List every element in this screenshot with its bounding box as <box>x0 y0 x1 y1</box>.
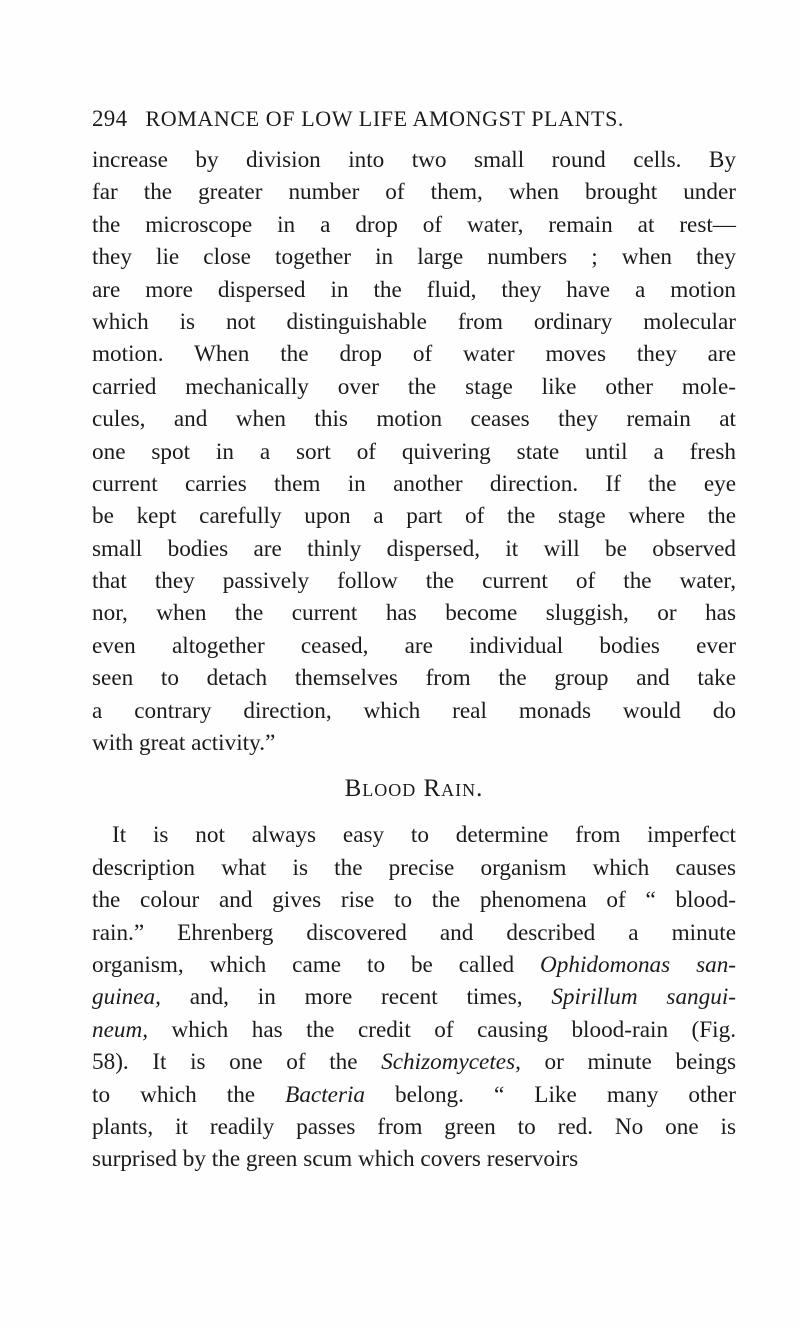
text-span: and, in more recent times, <box>189 984 523 1011</box>
text-line <box>92 949 736 981</box>
text-line: plants, it readily passes from green to red. No one is <box>92 1113 736 1140</box>
text-span: which has the credit of causing blood-rain (Fig. <box>171 1016 737 1043</box>
text-line <box>92 1079 736 1111</box>
text-line: which is not distinguishable from ordinary molecular <box>92 308 736 335</box>
text-line: that they passively follow the current of the water, <box>92 568 736 595</box>
page-header <box>92 106 732 132</box>
text-line: small bodies are thinly dispersed, it will be observed <box>92 535 736 562</box>
text-line: they lie close together in large numbers ; when they <box>92 244 736 271</box>
text-line: motion. When the drop of water moves they are <box>92 341 736 368</box>
italic-term: guinea, <box>92 984 161 1011</box>
text-line: far the greater number of them, when brought under <box>92 179 736 206</box>
text-line: seen to detach themselves from the group and take <box>92 665 736 692</box>
text-span: to which the <box>92 1081 256 1108</box>
italic-term: Spirillum sangui- <box>551 984 736 1011</box>
text-span: 58). It is one of the <box>92 1049 358 1076</box>
body-text <box>92 144 736 1176</box>
text-line: increase by division into two small round cells. By <box>92 147 736 173</box>
italic-term: Bacteria <box>285 1081 365 1108</box>
running-title: ROMANCE OF LOW LIFE AMONGST PLANTS. <box>145 106 625 131</box>
text-line <box>92 1014 736 1046</box>
section-heading: Blood Rain. <box>344 775 484 803</box>
text-line: It is not always easy to determine from imperfect <box>112 822 736 849</box>
text-line: be kept carefully upon a part of the stage where the <box>92 503 736 530</box>
text-line: even altogether ceased, are individual bodies ever <box>92 632 736 659</box>
text-span: belong. “ Like many other <box>395 1081 737 1108</box>
paragraph-quote-continuation <box>92 144 736 759</box>
text-line: with great activity.” <box>92 730 276 757</box>
text-line: the colour and gives rise to the phenomena of “ blood- <box>92 887 736 914</box>
page-number: 294 <box>92 106 128 131</box>
italic-term: neum, <box>92 1016 149 1043</box>
text-line <box>92 981 736 1013</box>
text-line: description what is the precise organism which causes <box>92 854 736 881</box>
text-line: a contrary direction, which real monads would do <box>92 697 736 724</box>
text-span: or minute beings <box>544 1049 737 1076</box>
text-line: the microscope in a drop of water, remain at rest— <box>92 211 736 238</box>
text-line: are more dispersed in the fluid, they have a motion <box>92 276 736 303</box>
italic-term: Schizomycetes, <box>381 1049 521 1076</box>
italic-term: Ophidomonas san- <box>540 951 737 978</box>
text-line: current carries them in another direction. If the eye <box>92 470 736 497</box>
text-line: rain.” Ehrenberg discovered and described a minute <box>92 919 736 946</box>
text-line: cules, and when this motion ceases they remain at <box>92 406 736 433</box>
text-line: surprised by the green scum which covers reservoirs <box>92 1146 579 1173</box>
text-line: carried mechanically over the stage like other mole- <box>92 373 736 400</box>
text-line: one spot in a sort of quivering state until a fresh <box>92 438 736 465</box>
text-line <box>92 1046 736 1078</box>
text-line: nor, when the current has become sluggish, or has <box>92 600 736 627</box>
text-span: organism, which came to be called <box>92 951 515 978</box>
paragraph-blood-rain <box>92 819 736 1175</box>
